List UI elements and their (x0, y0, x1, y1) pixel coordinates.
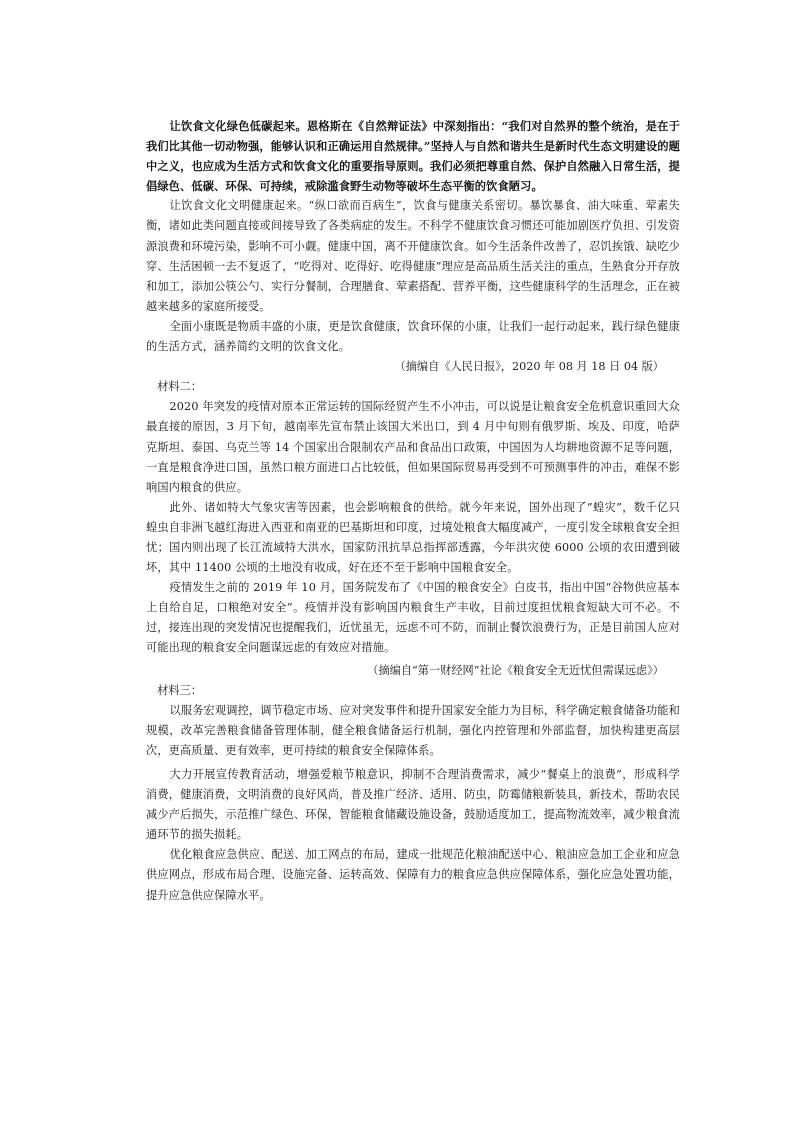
source-citation-2: （摘编自“第一财经网”社论《粮食安全无近忧但需谋远虑》） (367, 663, 664, 677)
material-3-heading: 材料三： (157, 683, 202, 697)
paragraph-disasters: 此外、诸如特大气象灾害等因素，也会影响粮食的供给。就今年来说，国外出现了“蝗灾”，数千亿只蝗虫自非洲飞越红海进入西亚和南亚的巴基斯坦和印度，过境处粮食大幅度减产，一度引发全球粮食安全担忧；国内则出现了长江流域特大洪水，国家防汛抗旱总指挥部透露，今年洪灾使 6000 公顷的农田遭到破坏，其中 11400 公顷的土地没有收成，好在还不至于影响中国粮食安全。 (146, 500, 680, 575)
paragraph-pandemic-impact: 2020 年突发的疫情对原本正常运转的国际经贸产生不小冲击，可以说是让粮食安全危机意识重回大众最直接的原因，3 月下旬，越南率先宣布禁止该国大米出口，到 4 月中旬则有俄罗斯、埃及、印度，哈萨克斯坦、泰国、乌克兰等 14 个国家出合限制农产品和食品出口政策，中国因为人均耕地资源不足等问题，一直是粮食净进口国，虽然口粮方面进口占比较低，但如果国际贸易再受到不可预测事件的冲击，难保不影响国内粮食的供应。 (146, 400, 680, 494)
paragraph-grain-reserves: 以服务宏观调控，调节稳定市场、应对突发事件和提升国家安全能力为目标，科学确定粮食储备功能和规模，改革完善粮食储备管理体制，健全粮食储备运行机制，强化内控管理和外部监督，加快构建更高层次，更高质量、更有效率，更可持续的粮食安全保障体系。 (146, 703, 680, 757)
paragraph-civilized-healthy: 让饮食文化文明健康起来。“纵口欲而百病生”，饮食与健康关系密切。暴饮暴食、油大味重、荤素失衡，诸如此类问题直接或间接导致了各类病症的发生。不科学不健康饮食习惯还可能加剧医疗负担、引发资源浪费和环境污染，影响不可小觑。健康中国，离不开健康饮食。如今生活条件改善了，忍饥挨饿、缺吃少穿、生活困顿一去不复返了，“吃得对、吃得好、吃得健康”理应是高品质生活关注的重点，生熟食分开存放和加工，添加公筷公勺、实行分餐制，合理膳食、荤素搭配、营养平衡，这些健康科学的生活理念，正在被越来越多的家庭所接受。 (146, 199, 680, 313)
paragraph-moderate-prosperity: 全面小康既是物质丰盛的小康，更是饮食健康，饮食环保的小康，让我们一起行动起来，践行绿色健康的生活方式，涵养简约文明的饮食文化。 (146, 319, 680, 354)
material-2-heading: 材料二： (157, 380, 202, 394)
paragraph-green-low-carbon: 让饮食文化绿色低碳起来。恩格斯在《自然辩证法》中深刻指出：“我们对自然界的整个统治，是在于我们比其他一切动物强，能够认识和正确运用自然规律。”坚持人与自然和谐共生是新时代生态文明建设的题中之义，也应成为生活方式和饮食文化的重要指导原则。我们必须把尊重自然、保护自然融入日常生活，提倡绿色、低碳、环保、可持续，戒除滥食野生动物等破坏生态平衡的饮食陋习。 (146, 119, 680, 194)
document-page (146, 116, 680, 906)
paragraph-white-paper: 疫情发生之前的 2019 年 10 月，国务院发布了《中国的粮食安全》白皮书，指出中国“谷物供应基本上自给自足，口粮绝对安全”。疫情并没有影响国内粮食生产丰收，目前过度担忧粮食短缺大可不必。不过，接连出现的突发情况也提醒我们，近忧虽无，远虑不可不防，而制止餐饮浪费行为，正是目前国人应对可能出现的粮食安全问题谋远虑的有效应对措施。 (146, 581, 680, 655)
paragraph-emergency-supply: 优化粮食应急供应、配送、加工网点的布局，建成一批规范化粮油配送中心、粮油应急加工企业和应急供应网点，形成布局合理、设施完备、运转高效、保障有力的粮食应急供应保障体系，强化应急处置功能，提升应急供应保障水平。 (146, 848, 680, 902)
source-citation-1: （摘编自《人民日报》，2020 年 08 月 18 日 04 版） (394, 360, 664, 374)
paragraph-publicity-education: 大力开展宣传教育活动，增强爱粮节粮意识，抑制不合理消费需求，减少“餐桌上的浪费”，形成科学消费，健康消费，文明消费的良好风尚，普及推广经济、适用、防虫，防霉储粮新装具，新技术，帮助农民减少产后损失，示范推广绿色、环保，智能粮食储藏设施设备，鼓励适度加工，提高物流效率，减少粮食流通环节的损失损耗。 (146, 768, 680, 842)
